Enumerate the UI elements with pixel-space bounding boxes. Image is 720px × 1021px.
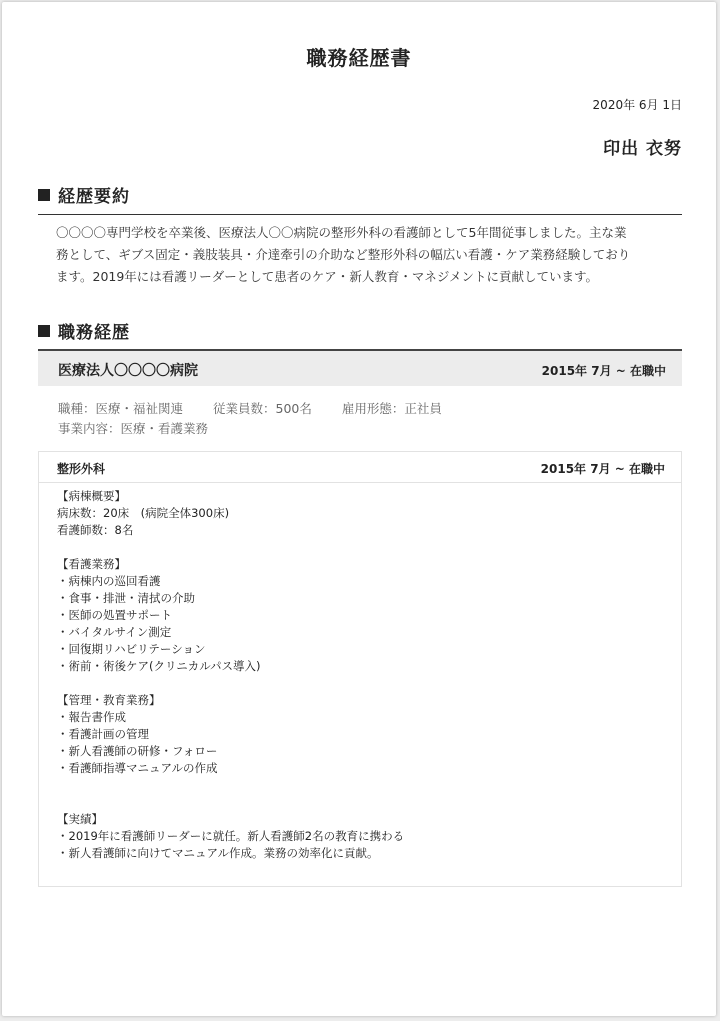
detail-line: ・病棟内の巡回看護 xyxy=(57,574,161,588)
blank-line xyxy=(57,539,657,556)
detail-line: 【看護業務】 xyxy=(57,557,126,571)
detail-line: ・バイタルサイン測定 xyxy=(57,625,172,639)
square-bullet-icon xyxy=(38,189,50,201)
department-box xyxy=(38,451,682,887)
summary-line: ます。2019年には看護リーダーとして患者のケア・新人教育・マネジメントに貢献しています。 xyxy=(56,269,598,284)
detail-line: ・看護計画の管理 xyxy=(57,727,149,741)
summary-heading-label: 経歴要約 xyxy=(58,187,130,207)
summary-line: 〇〇〇〇専門学校を卒業後、医療法人〇〇病院の整形外科の看護師として5年間従事しました。主な業 xyxy=(56,225,627,240)
detail-line: 【管理・教育業務】 xyxy=(57,693,161,707)
company-industry: 職種：医療・福祉関連 xyxy=(58,401,184,416)
detail-line: ・新人看護師に向けてマニュアル作成。業務の効率化に貢献。 xyxy=(57,846,379,860)
detail-line: ・医師の処置サポート xyxy=(57,608,172,622)
company-name: 医療法人〇〇〇〇病院 xyxy=(58,363,198,379)
blank-line xyxy=(57,675,657,692)
company-business-row xyxy=(58,419,234,437)
summary-divider xyxy=(38,214,682,215)
department-period: 2015年 7月 ~ 在職中 xyxy=(540,462,665,476)
company-header xyxy=(38,349,682,386)
company-meta-row xyxy=(58,399,468,417)
company-business: 事業内容：医療・看護業務 xyxy=(58,421,209,436)
department-details xyxy=(57,488,657,862)
company-employees: 従業員数：500名 xyxy=(213,401,312,416)
detail-line: ・報告書作成 xyxy=(57,710,126,724)
detail-line: 病床数：20床 (病院全体300床) xyxy=(57,506,230,520)
document-title: 職務経歴書 xyxy=(306,46,412,70)
detail-line: ・新人看護師の研修・フォロー xyxy=(57,744,218,758)
resume-page xyxy=(2,2,716,1016)
company-employment-type: 雇用形態：正社員 xyxy=(341,401,442,416)
blank-line xyxy=(57,794,657,811)
detail-line: ・術前・術後ケア(クリニカルパス導入) xyxy=(57,659,261,673)
detail-line: ・看護師指導マニュアルの作成 xyxy=(57,761,218,775)
department-name: 整形外科 xyxy=(57,462,106,476)
detail-line: ・2019年に看護師リーダーに就任。新人看護師2名の教育に携わる xyxy=(57,829,405,843)
detail-line: 【実績】 xyxy=(57,812,103,826)
summary-text xyxy=(56,222,672,288)
summary-heading xyxy=(38,182,130,207)
detail-line: ・回復期リハビリテーション xyxy=(57,642,206,656)
summary-line: 務として、ギブス固定・義肢装具・介達牽引の介助など整形外科の幅広い看護・ケア業務経験しており xyxy=(56,247,631,262)
detail-line: 看護師数：8名 xyxy=(57,523,134,537)
applicant-name: 印出 衣努 xyxy=(603,139,682,159)
department-header xyxy=(39,452,681,483)
career-heading xyxy=(38,318,130,343)
document-date: 2020年 6月 1日 xyxy=(592,98,682,112)
company-period: 2015年 7月 ~ 在職中 xyxy=(541,364,666,378)
detail-line: 【病棟概要】 xyxy=(57,489,126,503)
career-heading-label: 職務経歴 xyxy=(58,323,130,343)
blank-line xyxy=(57,777,657,794)
detail-line: ・食事・排泄・清拭の介助 xyxy=(57,591,195,605)
square-bullet-icon xyxy=(38,325,50,337)
